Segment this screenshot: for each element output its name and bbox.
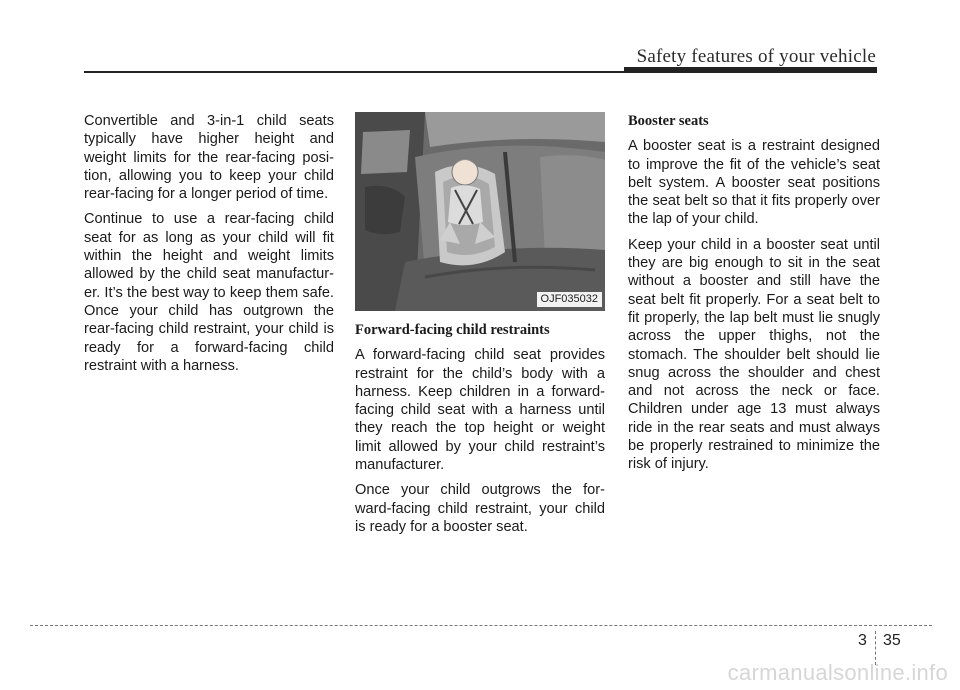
paragraph: Continue to use a rear-facing child seat for as long as your child will fit within the height and weight limits allowed by the child seat manufactur-er. It’s the best way to keep them safe. Once your child has outgrown the rear-facing child restraint, your child is ready for a forward-facing child restraint with a harness.: [84, 211, 334, 374]
paragraph: A booster seat is a restraint designed to improve the fit of the vehicle’s seat belt system. A booster seat positions the seat belt so that it fits properly over the lap of your child.: [628, 138, 880, 228]
section-heading: Forward-facing child restraints: [355, 322, 550, 338]
column-1: [84, 112, 334, 382]
paragraph: A forward-facing child seat provides restraint for the child’s body with a harness. Keep children in a forward-facing child seat with a harness until they reach the top height or weight limit allowed by your child restraint’s manufacturer.: [355, 347, 605, 474]
page-number: 35: [883, 632, 901, 649]
paragraph: Convertible and 3-in-1 child seats typically have higher height and weight limits for the rear-facing posi-tion, allowing you to keep your child rear-facing for a longer period of time.: [84, 113, 334, 203]
chapter-number: 3: [858, 632, 867, 649]
header-rule-accent: [624, 67, 877, 73]
paragraph: Once your child outgrows the for-ward-facing child restraint, your child is ready for a booster seat.: [355, 482, 605, 535]
footer-rule: [30, 625, 932, 626]
section-heading: Booster seats: [628, 113, 709, 129]
column-3: [628, 112, 880, 481]
child-seat-figure: [355, 112, 605, 311]
paragraph: Keep your child in a booster seat until they are big enough to sit in the seat without a booster and still have the seat belt fit properly. For a seat belt to fit properly, the lap belt must lie snugly across the upper thighs, not the stomach. The shoulder belt should lie snug across the shoulder and chest and not across the neck or face. Children under age 13 must always ride in the rear seats and must always be properly restrained to minimize the risk of injury.: [628, 236, 880, 473]
child-seat-illustration: [355, 112, 605, 311]
section-title: Safety features of your vehicle: [636, 46, 876, 67]
figure-code: OJF035032: [537, 292, 602, 307]
column-2: [355, 112, 605, 543]
header-rule: [84, 71, 624, 73]
watermark: carmanualsonline.info: [727, 660, 948, 685]
